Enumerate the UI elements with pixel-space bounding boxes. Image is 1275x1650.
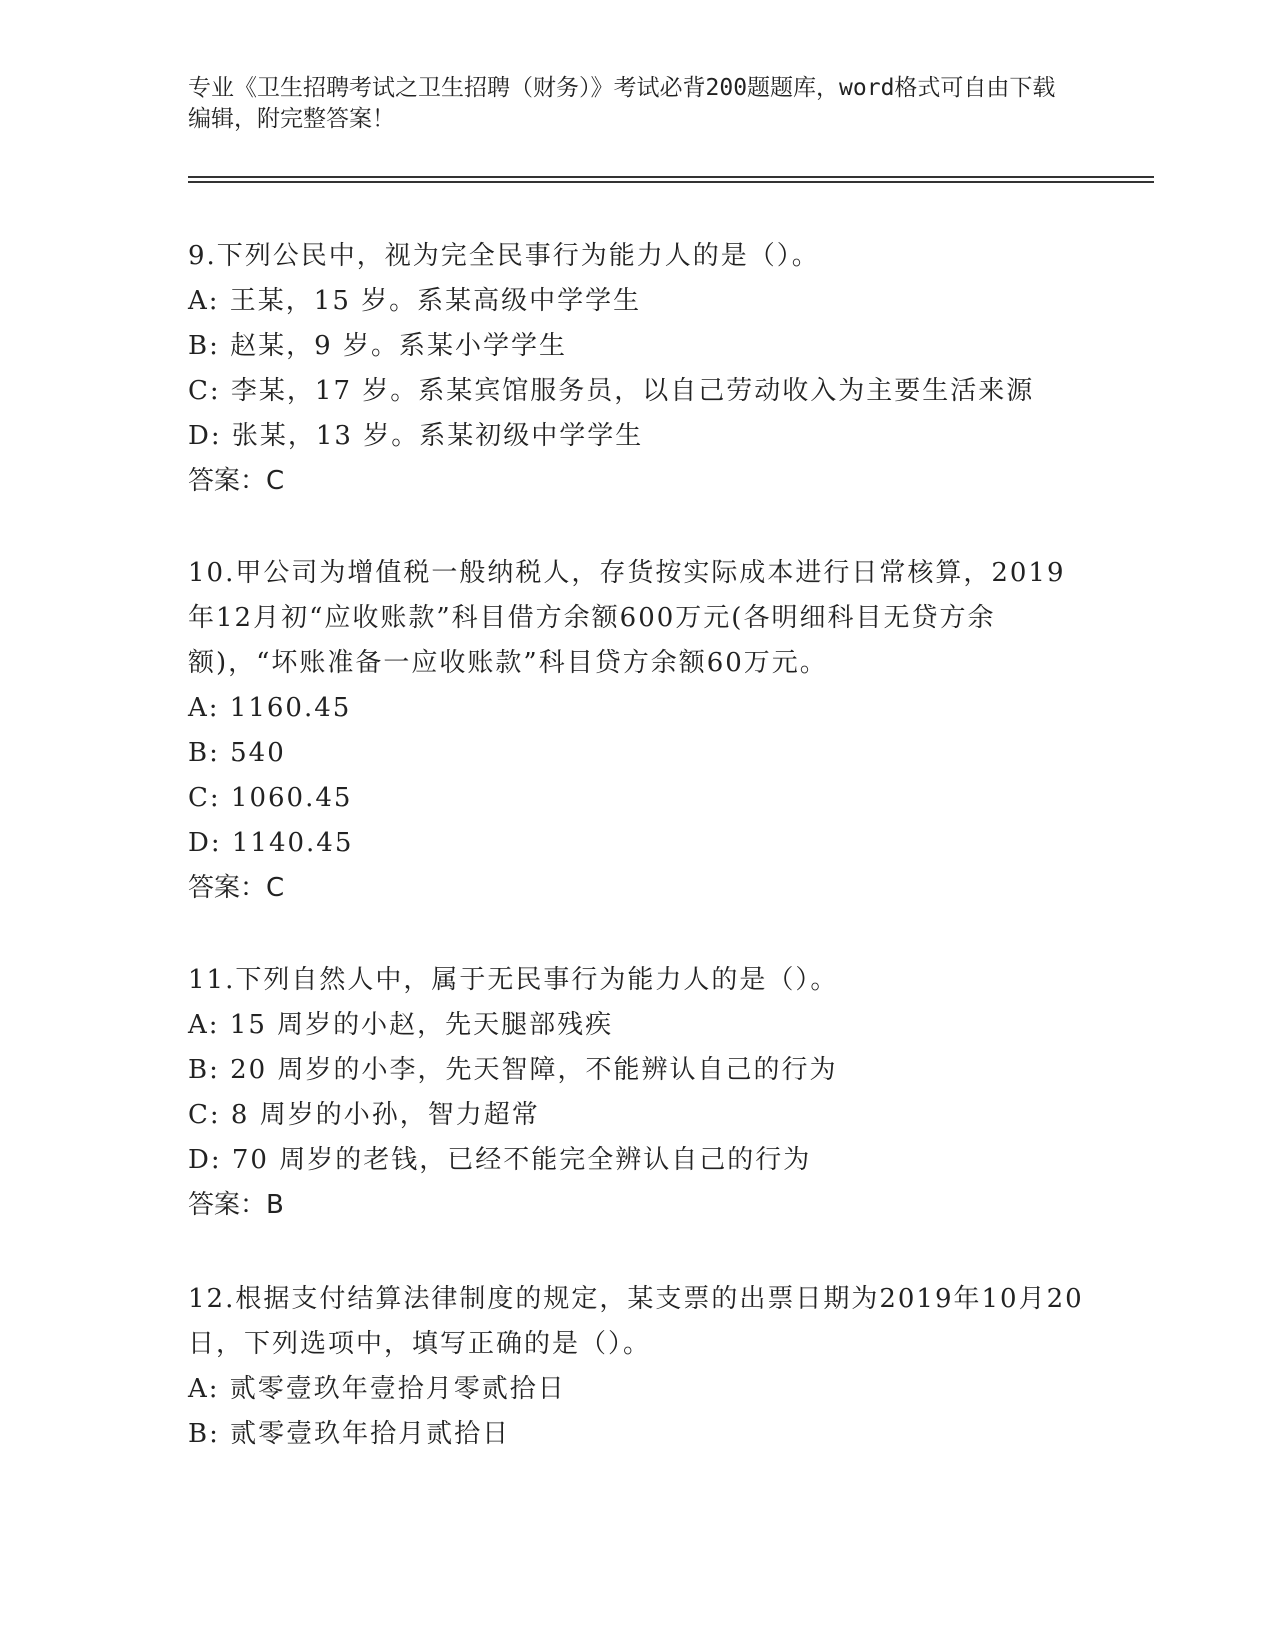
question-stem: 10.甲公司为增值税一般纳税人，存货按实际成本进行日常核算，2019年12月初“应收账款”科目借方余额600万元(各明细科目无贷方余额)，“坏账准备一应收账款”科目贷方余额60万元。 bbox=[188, 558, 1066, 678]
question-stem: 11.下列自然人中，属于无民事行为能力人的是（）。 bbox=[188, 965, 839, 995]
option-a: A: 15 周岁的小赵，先天腿部残疾 bbox=[188, 1010, 614, 1040]
option-b: B: 贰零壹玖年拾月贰拾日 bbox=[188, 1419, 511, 1449]
option-c: C: 8 周岁的小孙，智力超常 bbox=[188, 1100, 540, 1130]
option-b: B: 赵某，9 岁。系某小学学生 bbox=[188, 331, 567, 361]
answer: 答案：C bbox=[188, 873, 285, 903]
question-stem: 12.根据支付结算法律制度的规定，某支票的出票日期为2019年10月20日，下列选项中，填写正确的是（）。 bbox=[188, 1284, 1084, 1359]
option-a: A: 贰零壹玖年壹拾月零贰拾日 bbox=[188, 1374, 566, 1404]
question-11 bbox=[188, 958, 1088, 1228]
question-10 bbox=[188, 551, 1088, 911]
answer: 答案：C bbox=[188, 466, 285, 496]
header-divider-top bbox=[188, 176, 1154, 178]
option-d: D: 70 周岁的老钱，已经不能完全辨认自己的行为 bbox=[188, 1145, 812, 1175]
option-b: B: 540 bbox=[188, 738, 286, 768]
document-header: 专业《卫生招聘考试之卫生招聘（财务）》考试必背200题题库，word格式可自由下载编辑，附完整答案！ bbox=[188, 75, 1056, 132]
option-b: B: 20 周岁的小李，先天智障，不能辨认自己的行为 bbox=[188, 1055, 838, 1085]
option-a: A: 1160.45 bbox=[188, 693, 352, 723]
option-c: C: 1060.45 bbox=[188, 783, 353, 813]
option-d: D: 张某，13 岁。系某初级中学学生 bbox=[188, 421, 644, 451]
option-a: A: 王某，15 岁。系某高级中学学生 bbox=[188, 286, 642, 316]
question-stem: 9.下列公民中，视为完全民事行为能力人的是（）。 bbox=[188, 241, 820, 271]
header-divider-bottom bbox=[188, 181, 1154, 183]
answer: 答案：B bbox=[188, 1190, 284, 1220]
question-12 bbox=[188, 1277, 1088, 1457]
option-c: C: 李某，17 岁。系某宾馆服务员，以自己劳动收入为主要生活来源 bbox=[188, 376, 1035, 406]
option-d: D: 1140.45 bbox=[188, 828, 354, 858]
question-9 bbox=[188, 234, 1088, 504]
